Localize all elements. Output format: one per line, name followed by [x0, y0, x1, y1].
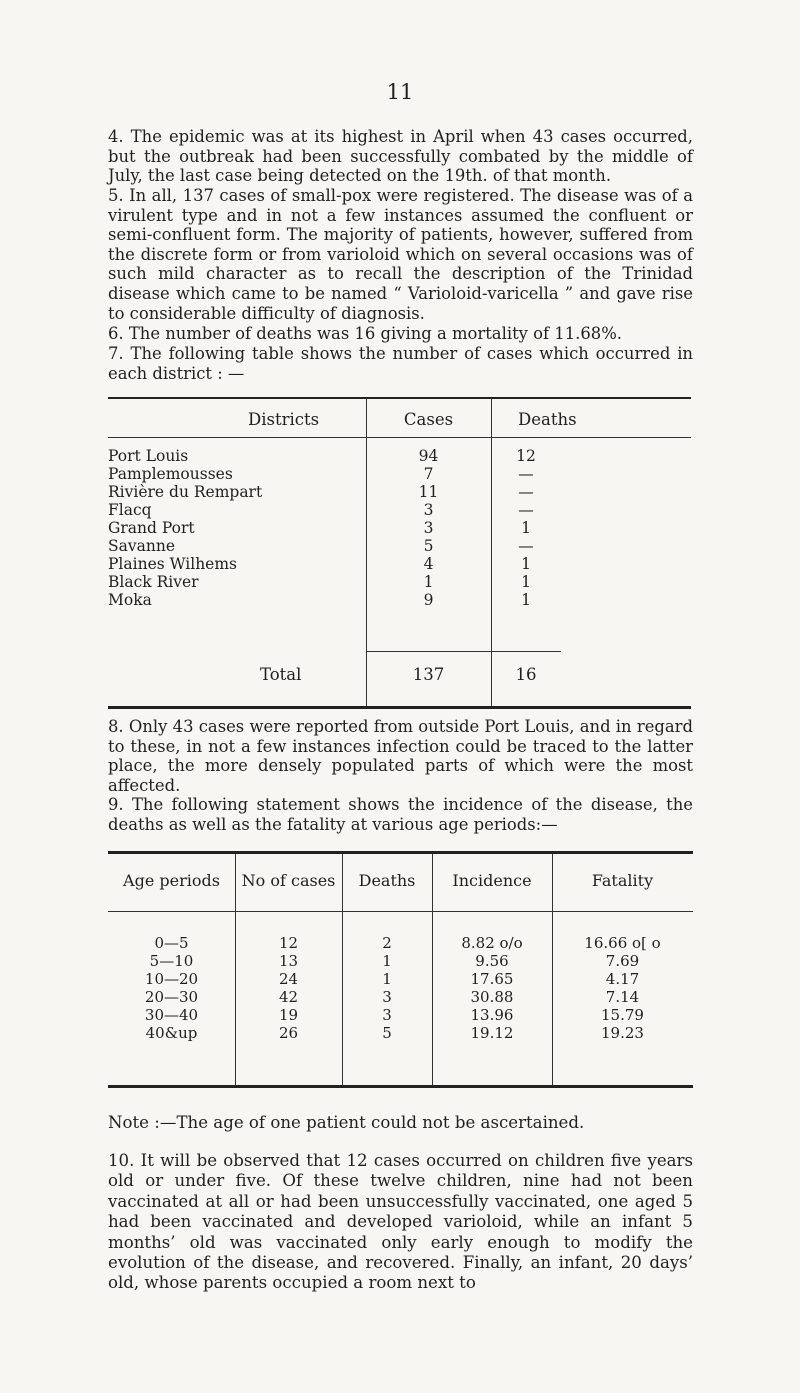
district-deaths: 1 [521, 591, 531, 609]
table-rule [108, 851, 693, 854]
age-cases: 13 [278, 952, 299, 970]
header-no-of-cases: No of cases [241, 871, 336, 890]
header-districts: Districts [248, 410, 320, 429]
district-name: Port Louis [108, 447, 189, 465]
header-rule [108, 911, 693, 912]
district-cases: 7 [423, 465, 434, 483]
age-cases: 26 [278, 1024, 299, 1042]
district-deaths: — [518, 537, 534, 555]
district-name: Grand Port [108, 519, 195, 537]
age-period: 10—20 [144, 970, 199, 988]
paragraph-7: 7. The following table shows the number of cases which occurred in each district : — [108, 344, 693, 383]
paragraph-6: 6. The number of deaths was 16 giving a mortality of 11.68%. [108, 324, 622, 343]
age-period: 40&up [145, 1024, 198, 1042]
age-cases: 12 [278, 934, 299, 952]
district-deaths: 1 [521, 519, 531, 537]
age-period: 30—40 [144, 1006, 199, 1024]
age-deaths: 5 [382, 1024, 392, 1042]
age-deaths: 2 [382, 934, 392, 952]
table-rule [108, 1085, 693, 1088]
district-cases: 94 [418, 447, 439, 465]
age-deaths: 1 [382, 952, 392, 970]
district-deaths: — [518, 465, 534, 483]
age-incidence: 19.12 [470, 1024, 514, 1042]
district-deaths: 1 [521, 555, 531, 573]
district-name: Pamplemousses [108, 465, 233, 483]
age-deaths: 3 [382, 1006, 392, 1024]
age-fatality: 15.79 [601, 1006, 644, 1024]
age-incidence: 17.65 [470, 970, 514, 988]
district-deaths: 1 [521, 573, 531, 591]
paragraph-10: 10. It will be observed that 12 cases occurred on children five years old or under five. Of these twelve children, nine had not been vaccinated at all or had been unsuccessfully vaccinated, one aged 5 had been vaccinated and developed varioloid, while an infant 5 months’ old was vaccinated only early enough to modify the evolution of the disease, and recovered. Finally, an infant, 20 days’ old, whose parents occupied a room next to [108, 1151, 693, 1293]
total-rule [491, 651, 561, 652]
header-deaths: Deaths [518, 410, 577, 429]
header-fatality: Fatality [591, 871, 654, 890]
age-fatality: 4.17 [605, 970, 640, 988]
age-fatality: 7.69 [605, 952, 640, 970]
header-rule [108, 437, 691, 438]
header-age-periods: Age periods [123, 871, 220, 890]
age-fatality: 7.14 [605, 988, 640, 1006]
age-periods-table [108, 851, 693, 1088]
age-incidence: 9.56 [475, 952, 509, 970]
age-fatality: 16.66 o[ o [584, 934, 661, 952]
district-cases: 5 [423, 537, 434, 555]
district-name: Plaines Wilhems [108, 555, 238, 573]
header-cases: Cases [403, 410, 454, 429]
districts-table [108, 397, 691, 709]
age-deaths: 1 [382, 970, 392, 988]
paragraph-9: 9. The following statement shows the incidence of the disease, the deaths as well as the fatality at various age periods:— [108, 795, 693, 834]
total-cases: 137 [412, 665, 445, 684]
age-incidence: 8.82 o/o [461, 934, 523, 952]
age-cases: 24 [278, 970, 299, 988]
table-rule [108, 706, 691, 709]
district-name: Flacq [108, 501, 152, 519]
district-name: Rivière du Rempart [108, 483, 263, 501]
table-rule [108, 397, 691, 399]
district-cases: 11 [418, 483, 439, 501]
header-deaths: Deaths [358, 871, 416, 890]
district-name: Moka [108, 591, 152, 609]
age-cases: 19 [278, 1006, 299, 1024]
age-incidence: 30.88 [470, 988, 514, 1006]
district-cases: 9 [423, 591, 434, 609]
note: Note :—The age of one patient could not be ascertained. [108, 1113, 585, 1132]
age-cases: 42 [278, 988, 299, 1006]
paragraph-4: 4. The epidemic was at its highest in April when 43 cases occurred, but the outbreak had been successfully combated by the middle of July, the last case being detected on the 19th. of that month. [108, 127, 693, 186]
total-deaths: 16 [515, 665, 537, 684]
age-period: 20—30 [144, 988, 199, 1006]
header-incidence: Incidence [452, 871, 532, 890]
district-cases: 4 [423, 555, 434, 573]
paragraph-5: 5. In all, 137 cases of small-pox were registered. The disease was of a virulent type and in not a few instances assumed the confluent or semi-confluent form. The majority of patients, however, suffered from the discrete form or from varioloid which on several occasions was of such mild character as to recall the description of the Trinidad disease which came to be named “ Varioloid-varicella ” and gave rise to considerable difficulty of diagnosis. [108, 186, 693, 323]
total-rule [366, 651, 491, 652]
page-number: 11 [386, 80, 414, 104]
age-fatality: 19.23 [601, 1024, 644, 1042]
district-deaths: — [518, 483, 534, 501]
district-cases: 1 [423, 573, 434, 591]
age-period: 0—5 [154, 934, 189, 952]
age-incidence: 13.96 [470, 1006, 514, 1024]
district-cases: 3 [423, 519, 434, 537]
district-cases: 3 [423, 501, 434, 519]
age-deaths: 3 [382, 988, 392, 1006]
total-label: Total [260, 665, 302, 684]
age-period: 5—10 [149, 952, 194, 970]
paragraph-8: 8. Only 43 cases were reported from outside Port Louis, and in regard to these, in not a few instances infection could be traced to the latter place, the more densely populated parts of which were the most affected. [108, 717, 693, 795]
district-name: Black River [108, 573, 199, 591]
district-deaths: — [518, 501, 534, 519]
district-name: Savanne [108, 537, 175, 555]
district-deaths: 12 [516, 447, 536, 465]
